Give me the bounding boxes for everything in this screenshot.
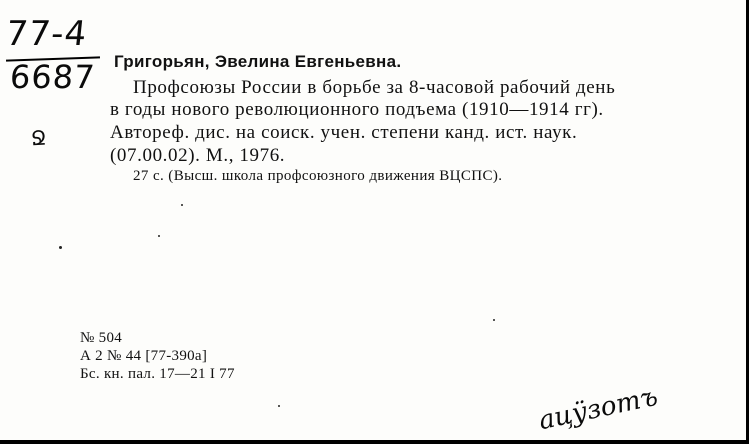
handwritten-signature: ацӱзотъ: [536, 381, 661, 437]
title-line-2: в годы нового революционного подъема (1910—1914 гг).: [110, 99, 604, 120]
title-line-3: Автореф. дис. на соиск. учен. степени канд. ист. наук.: [110, 122, 578, 143]
title-line-4: (07.00.02). М., 1976.: [110, 145, 286, 166]
ink-speck: [158, 235, 160, 237]
ink-speck: [278, 405, 280, 407]
accession-number: № 504: [80, 330, 123, 346]
accession-order: Бс. кн. пал. 17—21 I 77: [80, 366, 235, 382]
ink-speck: [59, 246, 62, 249]
accession-code: А 2 № 44 [77-390а]: [80, 348, 208, 364]
ink-speck: [181, 204, 183, 206]
ink-speck: [493, 319, 495, 321]
author-name: Григорьян, Эвелина Евгеньевна.: [114, 52, 402, 71]
title-line-1: Профсоюзы России в борьбе за 8-часовой рабочий день: [133, 77, 616, 98]
handwritten-mark: Ջ: [30, 125, 47, 151]
collation-line: 27 с. (Высш. школа профсоюзного движения ВЦСПС).: [133, 168, 503, 184]
call-number-bottom: 6687: [8, 58, 97, 96]
call-number-top: 77-4: [3, 14, 90, 54]
